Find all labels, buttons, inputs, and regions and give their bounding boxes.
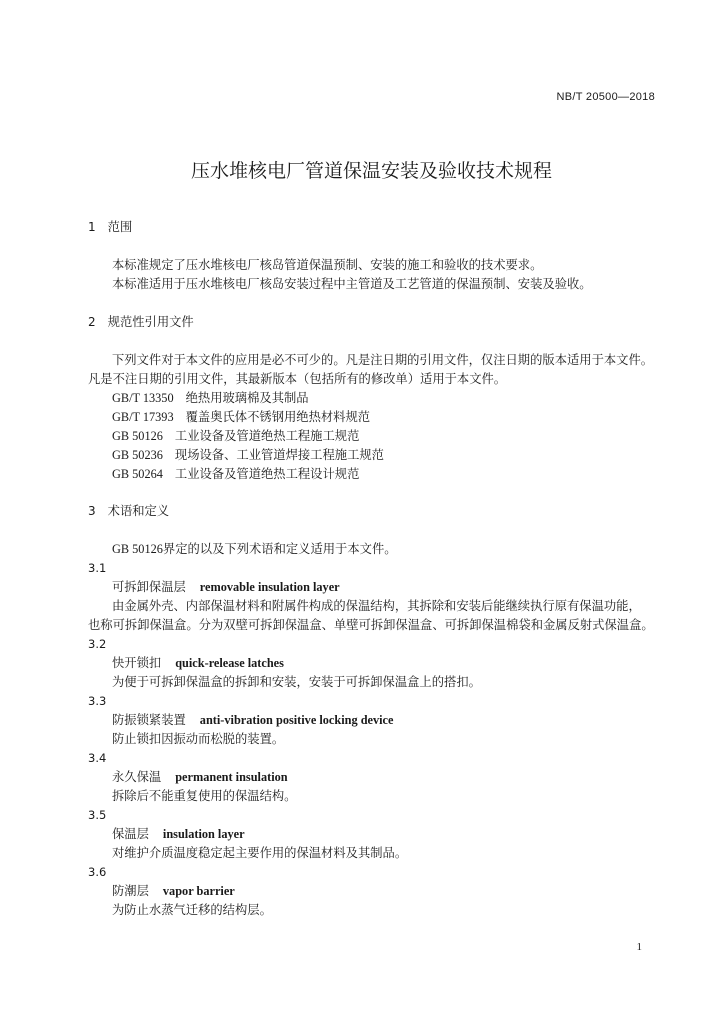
term-entry [112,711,393,730]
reference-item [112,427,359,446]
term-chinese: 防振锁紧装置 [112,712,186,727]
section-number: 3 [88,503,96,518]
term-entry [112,578,340,597]
term-definition: 为防止水蒸气迁移的结构层。 [112,902,272,917]
clause-number: 3.4 [88,750,107,765]
reference-name: 现场设备、工业管道焊接工程施工规范 [174,447,384,462]
term-english: vapor barrier [162,883,235,898]
reference-code: GB/T 17393 [112,409,174,424]
reference-name: 绝热用玻璃棉及其制品 [185,390,309,405]
term-english: quick-release latches [175,655,284,670]
clause-number: 3.3 [88,693,107,708]
reference-code: GB 50126 [112,428,163,443]
term-chinese: 防潮层 [112,883,149,898]
section-title: 术语和定义 [107,503,170,518]
references-intro-line: 凡是不注日期的引用文件，其最新版本（包括所有的修改单）适用于本文件。 [88,371,507,386]
references-intro-line: 下列文件对于本文件的应用是必不可少的。凡是注日期的引用文件，仅注日期的版本适用于本文件。 [112,352,654,367]
page-number: 1 [636,941,642,953]
term-entry [112,654,284,673]
section-title: 规范性引用文件 [107,314,194,329]
term-english: permanent insulation [175,769,288,784]
section-number: 1 [88,219,96,234]
terms-intro: GB 50126界定的以及下列术语和定义适用于本文件。 [112,541,397,556]
reference-item [112,446,384,465]
section-heading-terms [88,502,169,521]
term-definition: 由金属外壳、内部保温材料和附属件构成的保温结构，其拆除和安装后能继续执行原有保温功能， [112,598,641,613]
term-english: removable insulation layer [199,579,340,594]
term-english: anti-vibration positive locking device [199,712,394,727]
term-definition: 对维护介质温度稳定起主要作用的保温材料及其制品。 [112,845,408,860]
reference-item [112,389,309,408]
term-chinese: 快开锁扣 [112,655,162,670]
reference-code: GB 50264 [112,466,163,481]
clause-number: 3.1 [88,560,107,575]
term-chinese: 永久保温 [112,769,162,784]
section-number: 2 [88,314,96,329]
term-entry [112,882,235,901]
term-entry [112,768,288,787]
reference-code: GB 50236 [112,447,163,462]
reference-item [112,408,370,427]
clause-number: 3.6 [88,864,107,879]
term-entry [112,825,245,844]
term-definition: 拆除后不能重复使用的保温结构。 [112,788,297,803]
term-english: insulation layer [162,826,245,841]
reference-code: GB/T 13350 [112,390,174,405]
page-title: 压水堆核电厂管道保温安装及验收技术规程 [190,160,552,182]
term-chinese: 保温层 [112,826,149,841]
reference-name: 工业设备及管道绝热工程设计规范 [174,466,360,481]
clause-number: 3.5 [88,807,107,822]
term-definition: 也称可拆卸保温盒。分为双壁可拆卸保温盒、单壁可拆卸保温盒、可拆卸保温棉袋和金属反射式保温盒。 [88,617,654,632]
standard-code: NB/T 20500—2018 [556,91,655,103]
term-definition: 为便于可拆卸保温盒的拆卸和安装，安装于可拆卸保温盒上的搭扣。 [112,674,481,689]
term-chinese: 可拆卸保温层 [112,579,186,594]
clause-number: 3.2 [88,636,107,651]
reference-name: 覆盖奥氏体不锈钢用绝热材料规范 [185,409,371,424]
section-heading-references [88,313,194,332]
section-title: 范围 [107,219,133,234]
scope-paragraph: 本标准适用于压水堆核电厂核岛安装过程中主管道及工艺管道的保温预制、安装及验收。 [112,276,592,291]
reference-item [112,465,359,484]
term-definition: 防止锁扣因振动而松脱的装置。 [112,731,285,746]
scope-paragraph: 本标准规定了压水堆核电厂核岛管道保温预制、安装的施工和验收的技术要求。 [112,257,543,272]
section-heading-scope [88,218,132,237]
reference-name: 工业设备及管道绝热工程施工规范 [174,428,360,443]
